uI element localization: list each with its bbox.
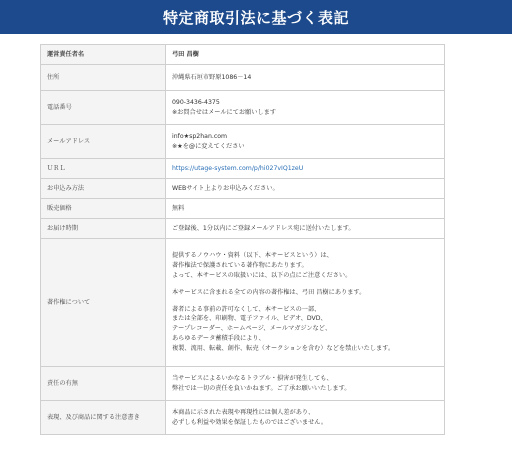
row-value-disclaimer [166, 401, 445, 435]
copyright-line: テープレコーダー、ホームページ、メールマガジンなど、 [172, 325, 332, 333]
row-value-delivery: ご登録後、1分以内にご登録メールアドレス宛に送付いたします。 [166, 219, 445, 239]
copyright-line: 本サービスに含まれる全ての内容の著作権は、弓田 昌樹にあります。 [172, 288, 366, 296]
table-row-copyright [41, 239, 445, 367]
copyright-line: 著作権法で保護されている著作物にあたります。 [172, 261, 308, 269]
table-row-url [41, 159, 445, 179]
row-label-price: 販売価格 [41, 199, 166, 219]
table-row-delivery [41, 219, 445, 239]
site-url-link[interactable]: https://utage-system.com/p/hi027vIQ1zeU [172, 164, 304, 172]
row-label-delivery: お届け時期 [41, 219, 166, 239]
row-value-email [166, 125, 445, 159]
liability-line: 弊社では一切の責任を負いかねます。ご了承お願いいたします。 [172, 384, 351, 392]
disclaimer-line: 本商品に示された表現や再現性には個人差があり、 [172, 408, 315, 416]
liability-line: 当サービスによるいかなるトラブル・損害が発生しても、 [172, 374, 333, 382]
row-label-operator: 運営責任者名 [41, 45, 166, 65]
row-value-liability [166, 367, 445, 401]
email-note: ※★を@に変えてください [172, 142, 245, 150]
row-value-price: 無料 [166, 199, 445, 219]
phone-note: ※お問合せはメールにてお願いします [172, 108, 277, 116]
row-label-address: 住所 [41, 65, 166, 91]
row-label-phone: 電話番号 [41, 91, 166, 125]
row-value-copyright [166, 239, 445, 367]
row-label-url: ＵＲＬ [41, 159, 166, 179]
legal-notice-table [40, 44, 445, 435]
row-value-operator: 弓田 昌樹 [166, 45, 445, 65]
paragraph-gap [172, 298, 438, 305]
row-label-apply: お申込み方法 [41, 179, 166, 199]
email-address: info★sp2han.com [172, 132, 228, 140]
copyright-line: あらゆるデータ蓄積手段により、 [172, 335, 265, 343]
table-row-apply [41, 179, 445, 199]
paragraph-gap [172, 281, 438, 288]
table-row-email [41, 125, 445, 159]
row-label-email: メールアドレス [41, 125, 166, 159]
table-row-price [41, 199, 445, 219]
row-value-apply: WEBサイト上よりお申込みください。 [166, 179, 445, 199]
row-label-copyright: 著作権について [41, 239, 166, 367]
copyright-line: よって、本サービスの取扱いには、以下の点にご注意ください。 [172, 271, 352, 279]
copyright-line: または全部を、印刷物、電子ファイル、ビデオ、DVD、 [172, 315, 327, 323]
table-row-operator [41, 45, 445, 65]
page-title-banner [0, 0, 512, 34]
copyright-line: 提供するノウハウ・資料（以下、本サービスという）は、 [172, 251, 333, 259]
copyright-line: 複製、流用、転載、創作、転売（オークションを含む）などを禁止いたします。 [172, 345, 395, 353]
table-row-liability [41, 367, 445, 401]
copyright-line: 著者による事前の許可なくして、本サービスの一部、 [172, 305, 321, 313]
row-value-phone [166, 91, 445, 125]
table-row-address [41, 65, 445, 91]
table-row-disclaimer [41, 401, 445, 435]
table-row-phone [41, 91, 445, 125]
disclaimer-line: 必ずしも利益や効果を保証したものではございません。 [172, 418, 328, 426]
phone-number: 090-3436-4375 [172, 98, 220, 106]
row-label-liability: 責任の有無 [41, 367, 166, 401]
row-value-url [166, 159, 445, 179]
row-label-disclaimer: 表現、及び商品に関する注意書き [41, 401, 166, 435]
row-value-address: 沖縄県石垣市野原1086－14 [166, 65, 445, 91]
page-title: 特定商取引法に基づく表記 [162, 8, 349, 27]
